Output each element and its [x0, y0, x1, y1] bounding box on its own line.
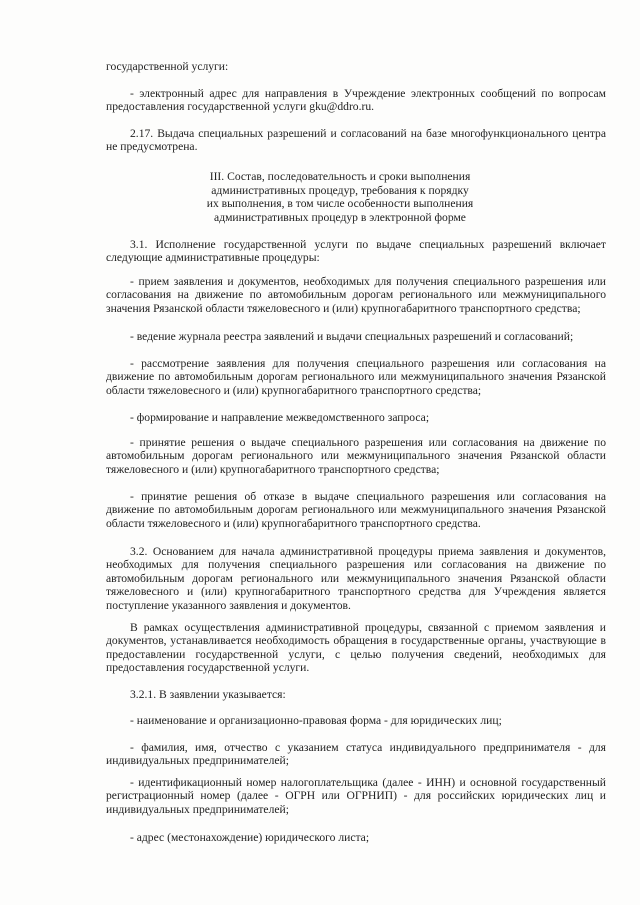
heading-line-4: административных процедур в электронной форме: [214, 210, 466, 224]
paragraph-3-2: 3.2. Основанием для начала административной процедуры приема заявления и документов, необходимых для получения специального разрешения или согласования на движение по автомобильным дорогам регионального или межмуниципального значения Рязанской области тяжеловесного и (или) крупногабаритного транспортного средства для Учреждения является поступление указанного заявления и документов.: [106, 545, 606, 612]
list-item-full-name: - фамилия, имя, отчество с указанием статуса индивидуального предпринимателя - для индивидуальных предпринимателей;: [106, 741, 606, 768]
paragraph-procedure-scope: В рамках осуществления административной процедуры, связанной с приемом заявления и документов, устанавливается необходимость обращения в государственные органы, участвующие в предоставлении государственной услуги, с целью получения сведений, необходимых для предоставления государственной услуги.: [106, 621, 606, 675]
list-item-issue-decision: - принятие решения о выдаче специального разрешения или согласования на движение по автомобильным дорогам регионального или межмуниципального значения Рязанской области тяжеловесного и (или) крупногабаритного транспортного средства;: [106, 436, 606, 476]
list-item-name-form: - наименование и организационно-правовая форма - для юридических лиц;: [130, 714, 502, 727]
section-heading: [180, 170, 500, 224]
list-item-request: - формирование и направление межведомственного запроса;: [130, 411, 430, 424]
heading-line-2: административных процедур, требования к порядку: [211, 183, 469, 197]
paragraph-service-fragment: государственной услуги:: [106, 60, 229, 73]
list-item-address: - адрес (местонахождение) юридического листа;: [130, 831, 370, 844]
list-item-inn-ogrn: - идентификационный номер налогоплательщика (далее - ИНН) и основной государственный регистрационный номер (далее - ОГРН или ОГРНИП) - для российских юридических лиц и индивидуальных предпринимателей;: [106, 776, 606, 816]
list-item-reception: - прием заявления и документов, необходимых для получения специального разрешения или согласования на движение по автомобильным дорогам регионального или межмуниципального значения Рязанской области тяжеловесного и (или) крупногабаритного транспортного средства;: [106, 275, 606, 315]
paragraph-email-address: - электронный адрес для направления в Учреждение электронных сообщений по вопросам предоставления государственной услуги gku@ddro.ru.: [106, 87, 606, 114]
list-item-review: - рассмотрение заявления для получения специального разрешения или согласования на движение по автомобильным дорогам регионального или межмуниципального значения Рязанской области тяжеловесного и (или) крупногабаритного транспортного средства;: [106, 357, 606, 397]
paragraph-2-17: 2.17. Выдача специальных разрешений и согласований на базе многофункционального центра не предусмотрена.: [106, 127, 606, 154]
paragraph-3-2-1: 3.2.1. В заявлении указывается:: [130, 688, 286, 701]
list-item-journal: - ведение журнала реестра заявлений и выдачи специальных разрешений и согласований;: [130, 330, 574, 343]
heading-line-1: III. Состав, последовательность и сроки выполнения: [209, 170, 471, 183]
list-item-refusal-decision: - принятие решения об отказе в выдаче специального разрешения или согласования на движение по автомобильным дорогам регионального или межмуниципального значения Рязанской области тяжеловесного и (или) крупногабаритного транспортного средства.: [106, 490, 606, 530]
heading-line-3: их выполнения, в том числе особенности выполнения: [206, 197, 474, 211]
paragraph-3-1: 3.1. Исполнение государственной услуги по выдаче специальных разрешений включает следующие административные процедуры:: [106, 238, 606, 265]
